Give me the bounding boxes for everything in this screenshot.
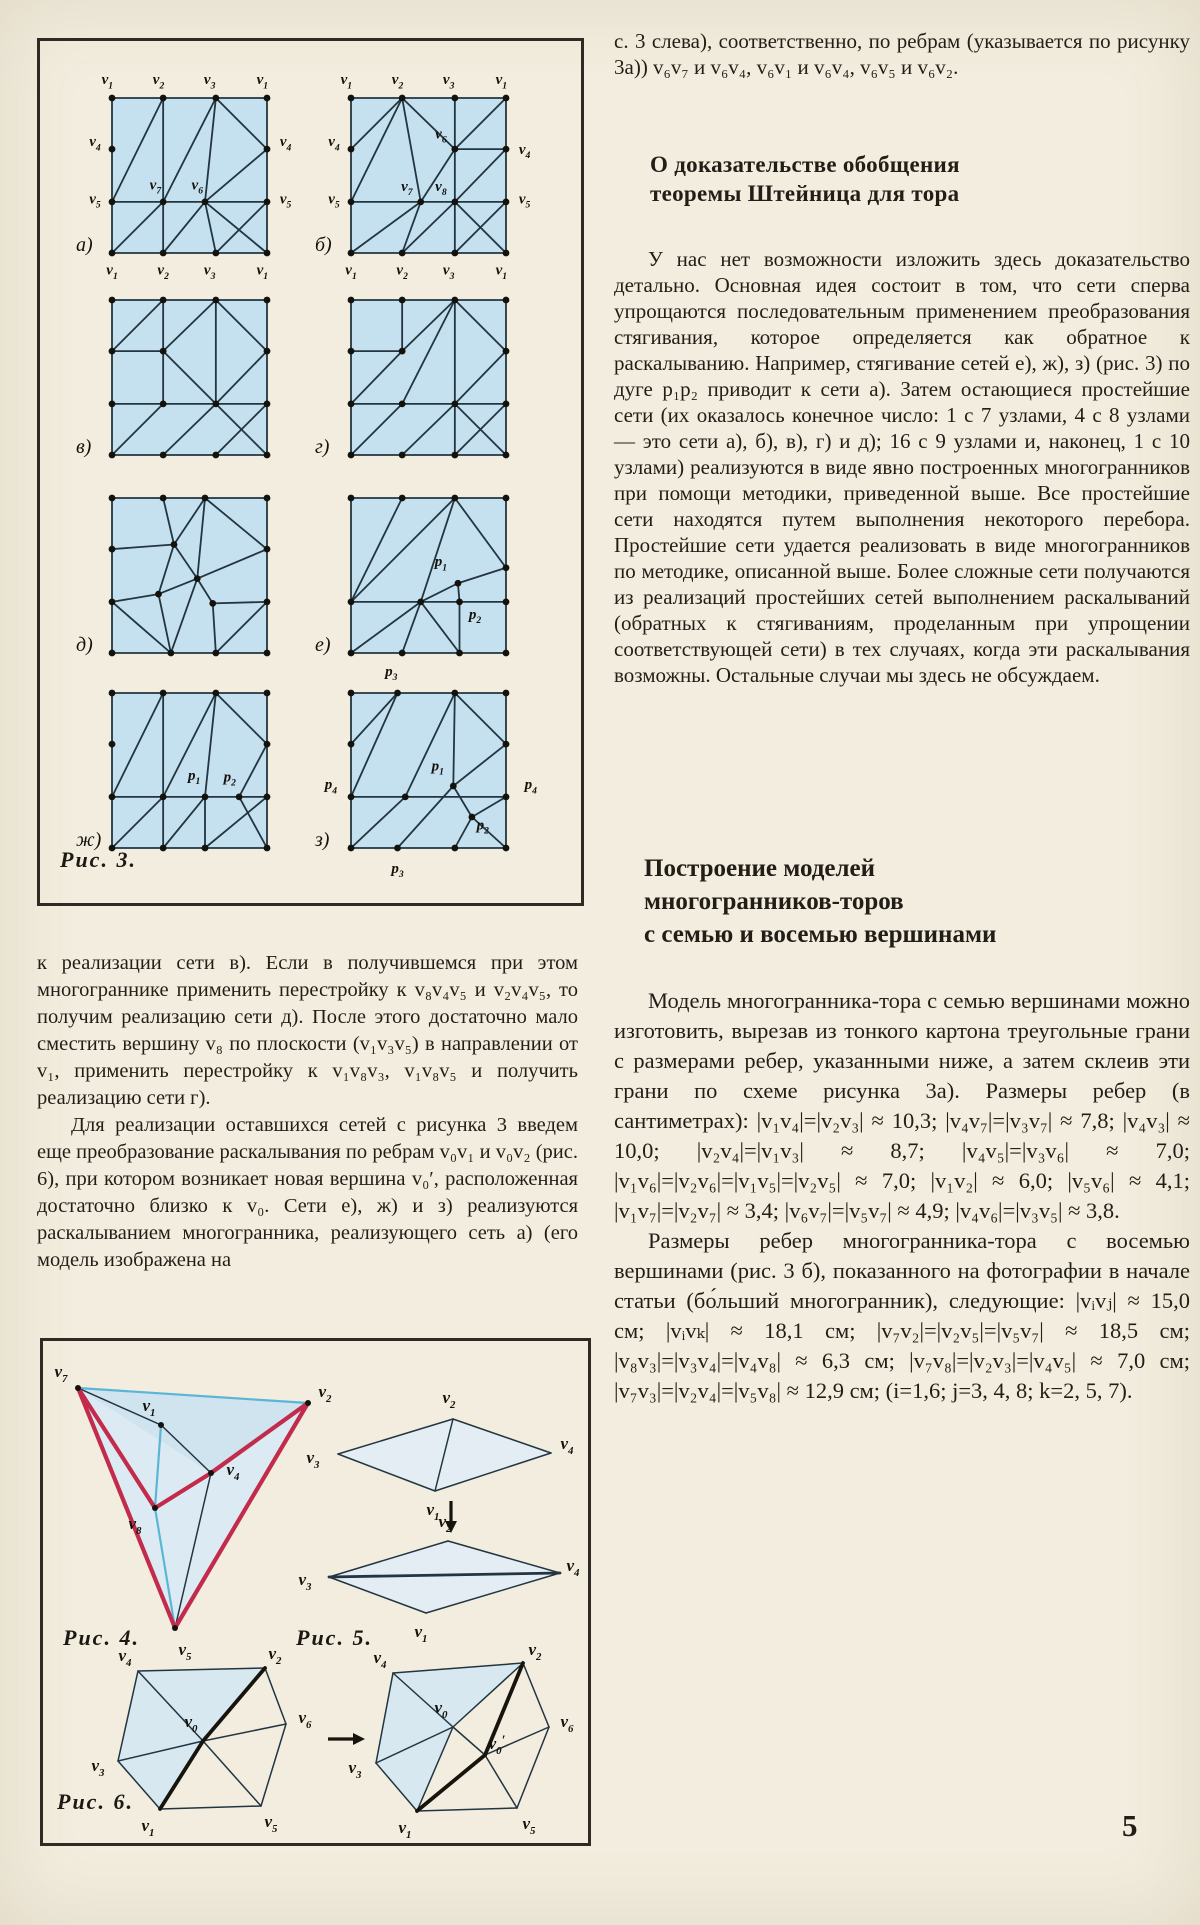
svg-text:p1: $p_1$ — [188, 767, 201, 787]
svg-text:д): д) — [76, 634, 93, 656]
svg-text:v1: $v_1$ — [495, 72, 508, 92]
svg-text:v4: $v_4$ — [226, 1460, 240, 1483]
svg-text:p2: $p_2$ — [476, 817, 489, 837]
svg-text:v2: $v_2$ — [152, 72, 165, 92]
figure-5-caption: Рис. 5. — [296, 1625, 373, 1650]
svg-text:p2: $p_2$ — [468, 606, 482, 627]
svg-text:v7: $v_7$ — [54, 1362, 68, 1385]
svg-text:а): а) — [76, 234, 93, 256]
svg-text:v2: $v_2$ — [391, 72, 404, 92]
svg-text:v3: $v_3$ — [306, 1448, 320, 1471]
section-heading-proof — [614, 150, 1200, 208]
svg-text:p1: $p_1$ — [434, 554, 448, 574]
svg-text:v6: $v_6$ — [191, 177, 203, 197]
svg-text:v6: $v_6$ — [435, 126, 447, 146]
svg-text:v0: $v_0$ — [434, 1698, 448, 1721]
svg-text:v1: $v_1$ — [398, 1818, 412, 1841]
svg-text:v4: $v_4$ — [560, 1434, 574, 1457]
svg-text:v2: $v_2$ — [318, 1382, 332, 1405]
svg-text:v3: $v_3$ — [348, 1758, 362, 1781]
svg-text:v1: $v_1$ — [106, 262, 118, 282]
svg-text:v5: $v_5$ — [89, 191, 101, 211]
svg-text:v4: $v_4$ — [328, 134, 340, 154]
svg-text:v5: $v_5$ — [522, 1814, 536, 1837]
svg-text:v2: $v_2$ — [442, 1388, 456, 1411]
svg-text:v4: $v_4$ — [118, 1646, 132, 1669]
svg-text:v2: $v_2$ — [396, 262, 408, 282]
heading-line: О доказательстве обобщения — [650, 152, 960, 177]
section-heading-models — [614, 852, 1200, 951]
svg-text:v1: $v_1$ — [414, 1622, 428, 1645]
svg-text:v6: $v_6$ — [560, 1712, 574, 1735]
svg-text:p3: $p_3$ — [385, 663, 398, 684]
svg-text:v1: $v_1$ — [101, 72, 114, 92]
svg-text:v4: $v_4$ — [279, 134, 292, 154]
svg-text:v5: $v_5$ — [279, 191, 292, 211]
figure-6-caption: Рис. 6. — [57, 1789, 134, 1814]
svg-text:v3: $v_3$ — [203, 262, 216, 282]
svg-text:v3: $v_3$ — [442, 72, 455, 92]
figure-3-frame — [37, 38, 584, 906]
figure-3-diagram — [40, 41, 581, 903]
svg-text:v7: $v_7$ — [401, 179, 413, 199]
svg-text:ж): ж) — [76, 829, 102, 851]
figure-4-caption: Рис. 4. — [63, 1625, 140, 1650]
svg-text:v5: $v_5$ — [328, 191, 340, 211]
left-column-text — [37, 950, 578, 1274]
svg-text:v3: $v_3$ — [203, 72, 216, 92]
svg-text:v1: $v_1$ — [495, 262, 508, 282]
svg-text:v7: $v_7$ — [149, 177, 162, 197]
svg-text:v1: $v_1$ — [142, 1396, 156, 1419]
svg-text:v3: $v_3$ — [442, 262, 455, 282]
svg-text:v2: $v_2$ — [157, 262, 169, 282]
svg-text:v5: $v_5$ — [178, 1640, 192, 1663]
svg-text:p2: $p_2$ — [223, 769, 236, 789]
figure-3-caption: Рис. 3. — [60, 847, 137, 872]
heading-line: многогранников-торов — [644, 888, 904, 915]
page-number: 5 — [1122, 1808, 1138, 1843]
svg-text:v5: $v_5$ — [264, 1812, 278, 1835]
svg-text:v8: $v_8$ — [435, 179, 447, 199]
svg-text:v3: $v_3$ — [91, 1756, 105, 1779]
svg-text:з): з) — [315, 829, 330, 851]
svg-text:v2: $v_2$ — [268, 1644, 282, 1667]
svg-text:v4: $v_4$ — [566, 1556, 580, 1579]
svg-text:v5: $v_5$ — [518, 191, 531, 211]
paragraph-eight-vertices: Размеры ребер многогранника-тора с восемью вершинами (рис. 3 б), показанного на фотографии в начале статьи (бо́льший многогранник), следующие: |vᵢvⱼ| ≈ 15,0 см; |vᵢvₖ| ≈ 18,1 см; |v₇v₂|=|v₂v₅|=|v₅v₇| ≈ 18,5 см; |v₈v₃|=|v₃v₄|=|v₄v₈| ≈ 6,3 см; |v₇v₈|=|v₂v₃|=|v₄v₅| ≈ 7,0 см; |v₇v₃|=|v₂v₄|=|v₅v₈| ≈ 12,9 см; (i=1,6; j=3, 4, 8; k=2, 5, 7). — [614, 1228, 1190, 1403]
svg-text:v2: $v_2$ — [438, 1512, 452, 1535]
svg-text:v1: $v_1$ — [345, 262, 357, 282]
paragraph-splitting: Для реализации оставшихся сетей с рисунка 3 введем еще преобразование раскалывания по ребрам v₀v₁ и v₀v₂ (рис. 6), при котором возникает новая вершина v₀′, расположенная достаточно близко к v₀. Сети е), ж) и з) реализуются раскалыванием многогранника, реализующего сеть а) (его модель изображена на — [37, 1114, 578, 1271]
paragraphs-edge-sizes — [614, 986, 1190, 1406]
heading-line: Построение моделей — [644, 855, 876, 882]
svg-text:v2: $v_2$ — [528, 1640, 542, 1663]
svg-text:v4: $v_4$ — [518, 141, 531, 161]
svg-text:е): е) — [315, 634, 331, 656]
paragraph-realization: к реализации сети в). Если в получившемся при этом многограннике применить перестройку к v₈v₄v₅ и v₂v₄v₅, то получим реализацию сети д). После этого достаточно мало сместить вершину v₈ по плоскости (v₁v₃v₅) в направлении от v₁, применить перестройку к v₁v₈v₃, v₁v₈v₅ и получить реализацию сети г). — [37, 952, 578, 1109]
svg-text:v0′: $v_0'$ — [488, 1732, 506, 1757]
svg-text:v4: $v_4$ — [89, 134, 101, 154]
paragraph-seven-vertices: Модель многогранника-тора с семью вершинами можно изготовить, вырезав из тонкого картона треугольные грани с размерами ребер, указанными ниже, а затем склеив эти грани по схеме рисунка 3а). Размеры ребер (в сантиметрах): |v₁v₄|=|v₂v₃| ≈ 10,3; |v₄v₇|=|v₃v₇| ≈ 7,8; |v₄v₃| ≈ 10,0; |v₂v₄|=|v₁v₃| ≈ 8,7; |v₄v₅|=|v₃v₆| ≈ 7,0; |v₁v₆|=|v₂v₆|=|v₁v₅|=|v₂v₅| ≈ 7,0; |v₁v₂| ≈ 6,0; |v₅v₆| ≈ 4,1; |v₁v₇|=|v₂v₇| ≈ 3,4; |v₆v₇|=|v₅v₇| ≈ 4,9; |v₄v₆|=|v₃v₅| ≈ 3,8. — [614, 988, 1190, 1223]
svg-text:v1: $v_1$ — [256, 72, 269, 92]
svg-text:v0: $v_0$ — [184, 1712, 198, 1735]
svg-text:p3: $p_3$ — [391, 860, 404, 880]
svg-text:г): г) — [315, 436, 330, 458]
svg-text:в): в) — [76, 436, 92, 458]
figures-4-5-6-diagram — [43, 1341, 588, 1843]
svg-text:p4: $p_4$ — [324, 777, 337, 797]
heading-line: с семью и восемью вершинами — [644, 921, 997, 948]
svg-text:v1: $v_1$ — [426, 1500, 440, 1523]
svg-text:б): б) — [315, 234, 332, 256]
svg-text:v3: $v_3$ — [298, 1570, 312, 1593]
svg-text:v8: $v_8$ — [128, 1514, 142, 1537]
svg-text:v1: $v_1$ — [256, 262, 269, 282]
svg-text:v6: $v_6$ — [298, 1708, 312, 1731]
paragraph-proof-idea: У нас нет возможности изложить здесь доказательство детально. Основная идея состоит в том, что сети сперва упрощаются последовательным применением преобразования стягивания, которое определяется как обратное к раскалыванию. Например, стягивание сетей е), ж), з) (рис. 3) по дуге p₁p₂ приводит к сети а). Затем остающиеся простейшие сети (их оказалось конечное число: 1 с 7 узлами, 4 с 8 узлами — это сети а), б), в), г) и д); 16 с 9 узлами и, наконец, 1 с 10 узлами) реализуются в виде явно построенных многогранников при помощи методики, приведенной выше. Все простейшие сети находятся путем выполнения некоторого перебора. Простейшие сети удается реализовать в виде многогранников по методике, описанной выше. Более сложные сети получаются из реализаций простейших сетей выполнением раскалываний (обратных к стягиваниям, проделанным при упрощении соответствующей сети) в тех случаях, когда эти раскалывания возможны. Остальные случаи мы здесь не обсуждаем. — [614, 247, 1190, 687]
svg-text:p4: $p_4$ — [524, 777, 537, 797]
svg-text:p1: $p_1$ — [431, 758, 444, 778]
svg-text:v4: $v_4$ — [373, 1648, 387, 1671]
svg-text:v1: $v_1$ — [340, 72, 353, 92]
heading-line: теоремы Штейница для тора — [650, 181, 960, 206]
svg-text:v1: $v_1$ — [141, 1816, 155, 1839]
paragraph-edges-continuation: с. 3 слева), соответственно, по ребрам (указывается по рисунку 3а)) v₆v₇ и v₆v₄, v₆v₁ и v₆v₄, v₆v₅ и v₆v₂. — [614, 29, 1190, 79]
figures-4-5-6-frame — [40, 1338, 591, 1846]
